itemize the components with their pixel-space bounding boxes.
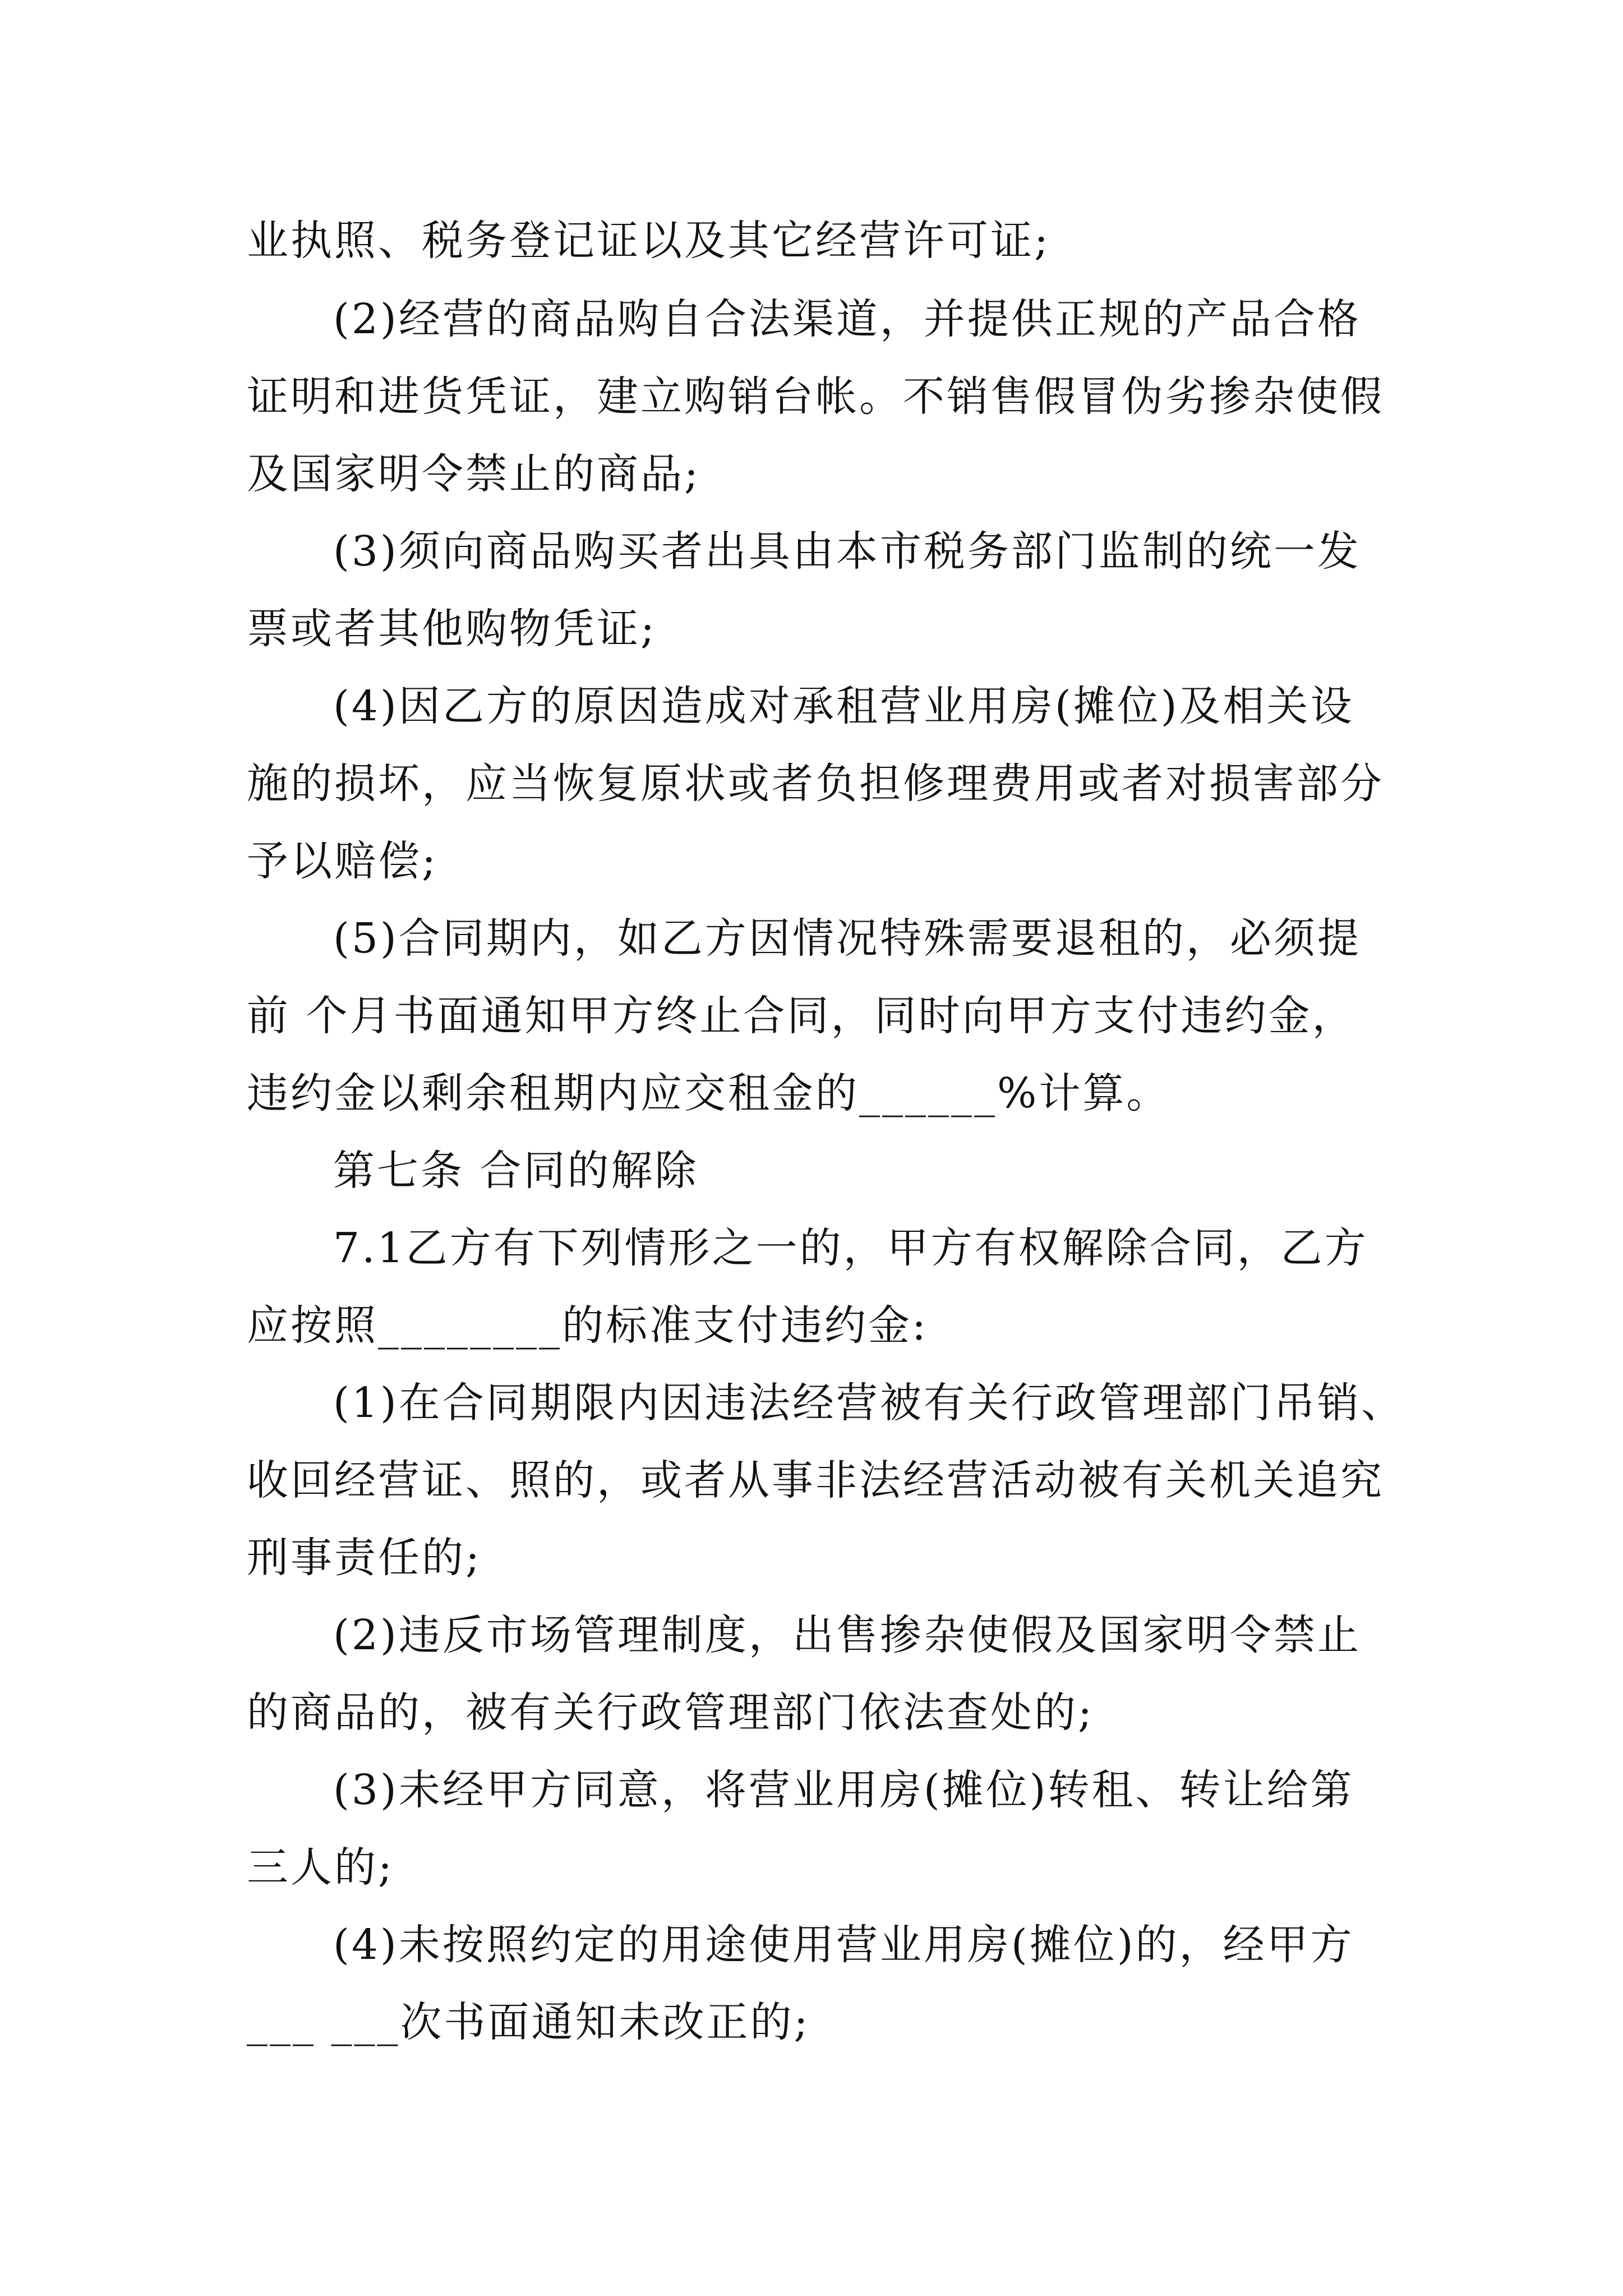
text-line: 违约金以剩余租期内应交租金的______%计算。: [247, 1069, 1170, 1117]
text-line: (3)未经甲方同意，将营业用房(摊位)转租、转让给第: [333, 1766, 1354, 1814]
text-line: ___ ___次书面通知未改正的;: [247, 1998, 810, 2046]
text-line: 前 个月书面通知甲方终止合同，同时向甲方支付违约金，: [247, 992, 1356, 1040]
text-line: 证明和进货凭证，建立购销台帐。不销售假冒伪劣掺杂使假: [247, 372, 1384, 421]
text-line: (5)合同期内，如乙方因情况特殊需要退租的，必须提: [333, 914, 1361, 963]
text-line: 业执照、税务登记证以及其它经营许可证;: [247, 217, 1050, 265]
text-line: 票或者其他购物凭证;: [247, 605, 657, 653]
text-line: 应按照________的标准支付违约金:: [247, 1301, 928, 1350]
text-line: (3)须向商品购买者出具由本市税务部门监制的统一发: [333, 527, 1361, 576]
text-line: 予以赔偿;: [247, 837, 438, 885]
text-line: 的商品的，被有关行政管理部门依法查处的;: [247, 1688, 1094, 1737]
section-heading: 第七条 合同的解除: [333, 1147, 699, 1195]
text-line: (2)经营的商品购自合法渠道，并提供正规的产品合格: [333, 295, 1361, 343]
text-line: (2)违反市场管理制度，出售掺杂使假及国家明令禁止: [333, 1611, 1361, 1659]
text-line: (1)在合同期限内因违法经营被有关行政管理部门吊销、: [333, 1379, 1405, 1427]
text-line: 及国家明令禁止的商品;: [247, 450, 700, 498]
text-line: (4)因乙方的原因造成对承租营业用房(摊位)及相关设: [333, 682, 1354, 730]
text-line: 施的损坏，应当恢复原状或者负担修理费用或者对损害部分: [247, 760, 1384, 808]
text-line: (4)未按照约定的用途使用营业用房(摊位)的，经甲方: [333, 1921, 1354, 1969]
text-line: 7.1乙方有下列情形之一的，甲方有权解除合同，乙方: [333, 1224, 1368, 1272]
text-line: 刑事责任的;: [247, 1534, 482, 1582]
text-line: 三人的;: [247, 1843, 394, 1892]
text-line: 收回经营证、照的，或者从事非法经营活动被有关机关追究: [247, 1456, 1384, 1504]
